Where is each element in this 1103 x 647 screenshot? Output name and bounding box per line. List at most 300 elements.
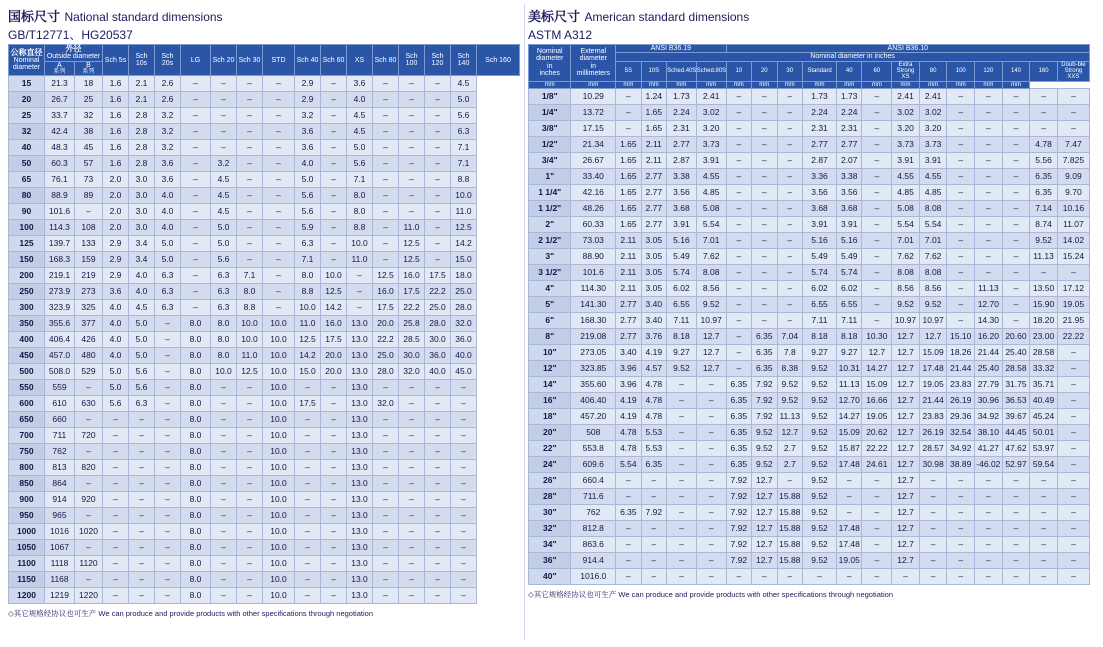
- data-cell: 17.5: [321, 332, 347, 348]
- data-cell: –: [373, 92, 399, 108]
- data-cell: 1219: [45, 588, 75, 604]
- table-row: [529, 536, 1090, 552]
- data-cell: 8.0: [295, 268, 321, 284]
- data-cell: –: [211, 412, 237, 428]
- data-cell: 7.47: [1057, 136, 1089, 152]
- table-row: [529, 360, 1090, 376]
- data-cell: 8.0: [181, 476, 211, 492]
- data-cell: 12.7: [892, 360, 920, 376]
- data-cell: –: [103, 492, 129, 508]
- data-cell: 8.0: [347, 188, 373, 204]
- data-cell: 17.5: [399, 284, 425, 300]
- national-standard-panel: [8, 0, 528, 619]
- data-cell: 9.70: [1057, 184, 1089, 200]
- data-cell: 38.10: [975, 424, 1003, 440]
- right-title-line2: [528, 26, 1098, 44]
- data-cell: –: [237, 76, 263, 92]
- row-label-cell: 1050: [9, 540, 45, 556]
- data-cell: 5.6: [295, 204, 321, 220]
- data-cell: 10.0: [347, 236, 373, 252]
- data-cell: –: [641, 488, 666, 504]
- data-cell: 6.3: [155, 268, 181, 284]
- row-label-cell: 1/8": [529, 88, 571, 104]
- data-cell: 7.11: [667, 312, 697, 328]
- row-label-cell: 200: [9, 268, 45, 284]
- data-cell: –: [425, 572, 451, 588]
- data-cell: 4.5: [451, 76, 477, 92]
- data-cell: 820: [75, 460, 103, 476]
- data-cell: 5.56: [1030, 152, 1058, 168]
- data-cell: 4.0: [129, 268, 155, 284]
- data-cell: 8.0: [181, 396, 211, 412]
- data-cell: 7.92: [641, 504, 666, 520]
- data-cell: –: [373, 188, 399, 204]
- data-cell: 11.13: [1030, 248, 1058, 264]
- data-cell: 18: [75, 76, 103, 92]
- data-cell: 5.0: [129, 332, 155, 348]
- data-cell: 6.02: [803, 280, 837, 296]
- data-cell: 10.97: [919, 312, 947, 328]
- data-cell: 7.01: [696, 232, 726, 248]
- data-cell: 8.0: [211, 316, 237, 332]
- data-cell: 7.92: [726, 520, 751, 536]
- data-cell: –: [975, 184, 1003, 200]
- data-cell: 4.19: [641, 344, 666, 360]
- data-cell: 16.0: [399, 268, 425, 284]
- data-cell: 2.0: [103, 204, 129, 220]
- data-cell: –: [1057, 440, 1089, 456]
- data-cell: –: [777, 312, 802, 328]
- data-cell: –: [947, 280, 975, 296]
- data-cell: 6.02: [667, 280, 697, 296]
- data-cell: –: [399, 476, 425, 492]
- data-cell: –: [295, 380, 321, 396]
- row-label-cell: 3/8": [529, 120, 571, 136]
- data-cell: 32.0: [399, 364, 425, 380]
- data-cell: 23.00: [1030, 328, 1058, 344]
- data-cell: –: [451, 396, 477, 412]
- data-cell: 10.0: [263, 588, 295, 604]
- data-cell: –: [373, 172, 399, 188]
- national-standard-table: [8, 44, 520, 604]
- data-cell: 1.6: [103, 156, 129, 172]
- data-cell: 4.5: [211, 204, 237, 220]
- data-cell: 2.24: [837, 104, 862, 120]
- data-cell: –: [321, 204, 347, 220]
- data-cell: 6.35: [726, 376, 751, 392]
- data-cell: 10.0: [237, 332, 263, 348]
- data-cell: –: [211, 444, 237, 460]
- data-cell: –: [399, 524, 425, 540]
- table-row: [529, 312, 1090, 328]
- data-cell: 42.4: [45, 124, 75, 140]
- data-cell: –: [373, 476, 399, 492]
- data-cell: –: [947, 504, 975, 520]
- data-cell: –: [321, 124, 347, 140]
- data-cell: 14.2: [451, 236, 477, 252]
- data-cell: 15.0: [451, 252, 477, 268]
- data-cell: –: [1002, 200, 1030, 216]
- data-cell: –: [1002, 280, 1030, 296]
- data-cell: –: [726, 120, 751, 136]
- data-cell: –: [667, 424, 697, 440]
- right-standard-code: ASTM A312: [528, 28, 593, 42]
- data-cell: 3.2: [155, 124, 181, 140]
- data-cell: –: [263, 188, 295, 204]
- row-label-cell: 1150: [9, 572, 45, 588]
- data-cell: –: [1057, 392, 1089, 408]
- row-label-cell: 1200: [9, 588, 45, 604]
- data-cell: 2.77: [641, 168, 666, 184]
- data-cell: 8.8: [237, 300, 263, 316]
- data-cell: 3.68: [837, 200, 862, 216]
- data-cell: 4.85: [919, 184, 947, 200]
- data-cell: –: [1057, 472, 1089, 488]
- data-cell: –: [425, 124, 451, 140]
- data-cell: –: [616, 104, 641, 120]
- data-cell: 219.1: [45, 268, 75, 284]
- data-cell: –: [667, 520, 697, 536]
- table-row: [9, 188, 520, 204]
- data-cell: –: [103, 572, 129, 588]
- data-cell: 4.5: [211, 172, 237, 188]
- data-cell: –: [667, 408, 697, 424]
- data-cell: –: [975, 200, 1003, 216]
- data-cell: 17.15: [571, 120, 616, 136]
- data-cell: 13.72: [571, 104, 616, 120]
- data-cell: –: [321, 252, 347, 268]
- data-cell: 2.1: [129, 76, 155, 92]
- data-cell: 20.0: [321, 348, 347, 364]
- data-cell: 12.70: [837, 392, 862, 408]
- row-label-cell: 40: [9, 140, 45, 156]
- data-cell: –: [726, 344, 751, 360]
- data-cell: –: [425, 204, 451, 220]
- data-cell: 32.54: [947, 424, 975, 440]
- data-cell: –: [862, 104, 892, 120]
- data-cell: 8.0: [181, 588, 211, 604]
- data-cell: –: [975, 520, 1003, 536]
- data-cell: 13.0: [347, 556, 373, 572]
- data-cell: –: [425, 540, 451, 556]
- data-cell: 8.0: [181, 412, 211, 428]
- data-cell: 73: [75, 172, 103, 188]
- right-subcol-header: Extra Strong XS: [892, 61, 920, 81]
- data-cell: 9.09: [1057, 168, 1089, 184]
- data-cell: 40.49: [1030, 392, 1058, 408]
- data-cell: 17.5: [425, 268, 451, 284]
- data-cell: 30.0: [425, 332, 451, 348]
- data-cell: 3.96: [616, 376, 641, 392]
- data-cell: –: [263, 92, 295, 108]
- data-cell: 4.5: [347, 124, 373, 140]
- data-cell: 8.18: [803, 328, 837, 344]
- american-standard-table: [528, 44, 1090, 585]
- data-cell: 8.08: [892, 264, 920, 280]
- data-cell: 101.6: [571, 264, 616, 280]
- data-cell: –: [1002, 232, 1030, 248]
- data-cell: –: [1002, 168, 1030, 184]
- data-cell: –: [237, 140, 263, 156]
- data-cell: –: [129, 572, 155, 588]
- data-cell: 59.54: [1030, 456, 1058, 472]
- data-cell: 9.52: [892, 296, 920, 312]
- data-cell: –: [181, 76, 211, 92]
- data-cell: 25: [75, 92, 103, 108]
- data-cell: 168.30: [571, 312, 616, 328]
- data-cell: –: [752, 568, 777, 584]
- data-cell: –: [1057, 520, 1089, 536]
- data-cell: 48.26: [571, 200, 616, 216]
- data-cell: 101.6: [45, 204, 75, 220]
- data-cell: 8.0: [181, 492, 211, 508]
- data-cell: 11.0: [399, 220, 425, 236]
- data-cell: 20.62: [862, 424, 892, 440]
- left-note-cn: ◇其它规格经协议也可生产: [8, 609, 97, 619]
- data-cell: 4.0: [103, 348, 129, 364]
- table-row: [9, 108, 520, 124]
- data-cell: 16.66: [862, 392, 892, 408]
- data-cell: 5.54: [616, 456, 641, 472]
- data-cell: –: [1057, 376, 1089, 392]
- data-cell: –: [947, 264, 975, 280]
- data-cell: –: [129, 412, 155, 428]
- data-cell: 5.74: [667, 264, 697, 280]
- data-cell: 2.7: [777, 440, 802, 456]
- row-label-cell: 1000: [9, 524, 45, 540]
- data-cell: 17.12: [1057, 280, 1089, 296]
- data-cell: –: [451, 412, 477, 428]
- data-cell: 15.09: [837, 424, 862, 440]
- data-cell: 3.6: [103, 284, 129, 300]
- data-cell: –: [237, 428, 263, 444]
- data-cell: –: [181, 300, 211, 316]
- data-cell: –: [975, 552, 1003, 568]
- data-cell: –: [726, 248, 751, 264]
- data-cell: –: [155, 444, 181, 460]
- data-cell: 12.70: [975, 296, 1003, 312]
- data-cell: 40.0: [425, 364, 451, 380]
- data-cell: 8.0: [211, 332, 237, 348]
- data-cell: 3.38: [837, 168, 862, 184]
- data-cell: –: [425, 252, 451, 268]
- data-cell: 8.0: [347, 204, 373, 220]
- data-cell: –: [425, 92, 451, 108]
- data-cell: 2.9: [103, 268, 129, 284]
- data-cell: –: [752, 120, 777, 136]
- right-title-line1: [528, 6, 1098, 26]
- data-cell: –: [616, 488, 641, 504]
- left-th-series-b: B 系列: [75, 61, 103, 76]
- data-cell: 32.0: [373, 396, 399, 412]
- data-cell: 30.0: [399, 348, 425, 364]
- data-cell: –: [752, 248, 777, 264]
- data-cell: –: [237, 220, 263, 236]
- data-cell: –: [862, 472, 892, 488]
- left-table-head: [9, 45, 520, 76]
- data-cell: –: [726, 168, 751, 184]
- data-cell: 141.30: [571, 296, 616, 312]
- data-cell: 6.35: [1030, 184, 1058, 200]
- row-label-cell: 3/4": [529, 152, 571, 168]
- row-label-cell: 700: [9, 428, 45, 444]
- row-label-cell: 6": [529, 312, 571, 328]
- data-cell: –: [975, 120, 1003, 136]
- data-cell: 26.7: [45, 92, 75, 108]
- data-cell: 19.05: [1057, 296, 1089, 312]
- data-cell: –: [211, 124, 237, 140]
- data-cell: –: [947, 568, 975, 584]
- data-cell: –: [777, 264, 802, 280]
- data-cell: 12.7: [892, 408, 920, 424]
- data-cell: –: [1057, 360, 1089, 376]
- data-cell: 10.0: [321, 268, 347, 284]
- data-cell: –: [295, 588, 321, 604]
- data-cell: 457.20: [571, 408, 616, 424]
- data-cell: –: [211, 572, 237, 588]
- data-cell: 762: [571, 504, 616, 520]
- data-cell: 30.98: [919, 456, 947, 472]
- row-label-cell: 350: [9, 316, 45, 332]
- data-cell: 13.0: [347, 444, 373, 460]
- data-cell: 3.36: [803, 168, 837, 184]
- data-cell: 610: [45, 396, 75, 412]
- row-label-cell: 12": [529, 360, 571, 376]
- data-cell: 16.0: [321, 316, 347, 332]
- data-cell: 19.05: [837, 552, 862, 568]
- data-cell: –: [616, 472, 641, 488]
- data-cell: –: [263, 156, 295, 172]
- data-cell: 168.3: [45, 252, 75, 268]
- data-cell: –: [752, 296, 777, 312]
- data-cell: 88.9: [45, 188, 75, 204]
- data-cell: –: [321, 92, 347, 108]
- table-row: [9, 476, 520, 492]
- data-cell: –: [975, 88, 1003, 104]
- data-cell: –: [641, 552, 666, 568]
- data-cell: 5.49: [803, 248, 837, 264]
- data-cell: 12.7: [696, 344, 726, 360]
- data-cell: –: [1002, 216, 1030, 232]
- left-th-sch40: Sch 40: [295, 45, 321, 76]
- data-cell: 12.7: [777, 424, 802, 440]
- data-cell: –: [373, 460, 399, 476]
- data-cell: –: [103, 412, 129, 428]
- data-cell: 22.2: [425, 284, 451, 300]
- data-cell: 26.19: [919, 424, 947, 440]
- data-cell: –: [451, 476, 477, 492]
- data-cell: –: [295, 476, 321, 492]
- data-cell: 9.52: [777, 376, 802, 392]
- data-cell: 15.09: [919, 344, 947, 360]
- data-cell: 219.08: [571, 328, 616, 344]
- data-cell: 5.0: [211, 236, 237, 252]
- data-cell: 19.05: [919, 376, 947, 392]
- right-subcol-header: 40: [837, 61, 862, 81]
- data-cell: 60.3: [45, 156, 75, 172]
- data-cell: –: [263, 124, 295, 140]
- data-cell: –: [616, 552, 641, 568]
- data-cell: –: [181, 92, 211, 108]
- data-cell: 1.65: [641, 120, 666, 136]
- data-cell: 2.87: [803, 152, 837, 168]
- data-cell: 17.48: [919, 360, 947, 376]
- data-cell: 8.08: [696, 264, 726, 280]
- row-label-cell: 750: [9, 444, 45, 460]
- data-cell: 8.0: [181, 348, 211, 364]
- data-cell: –: [1030, 264, 1058, 280]
- table-row: [529, 424, 1090, 440]
- data-cell: 3.05: [641, 232, 666, 248]
- data-cell: –: [425, 396, 451, 412]
- data-cell: 2.77: [667, 136, 697, 152]
- data-cell: 25.40: [975, 360, 1003, 376]
- data-cell: 9.52: [803, 408, 837, 424]
- row-label-cell: 8": [529, 328, 571, 344]
- data-cell: 4.0: [155, 220, 181, 236]
- data-cell: –: [837, 504, 862, 520]
- table-row: [529, 248, 1090, 264]
- row-label-cell: 4": [529, 280, 571, 296]
- data-cell: –: [425, 492, 451, 508]
- table-row: [529, 568, 1090, 584]
- data-cell: 4.0: [129, 284, 155, 300]
- data-cell: 36.0: [425, 348, 451, 364]
- left-th-nominal: 公称直径 Nominal diameter: [9, 45, 45, 76]
- data-cell: 3.02: [919, 104, 947, 120]
- data-cell: 10.0: [263, 428, 295, 444]
- right-unit-header: mm: [862, 81, 892, 88]
- data-cell: 28.58: [1030, 344, 1058, 360]
- data-cell: 2.41: [696, 88, 726, 104]
- data-cell: –: [321, 380, 347, 396]
- row-label-cell: 125: [9, 236, 45, 252]
- data-cell: –: [726, 200, 751, 216]
- data-cell: 29.36: [947, 408, 975, 424]
- data-cell: 10.0: [263, 540, 295, 556]
- data-cell: 8.0: [181, 508, 211, 524]
- data-cell: –: [862, 248, 892, 264]
- data-cell: –: [1030, 88, 1058, 104]
- data-cell: –: [425, 460, 451, 476]
- data-cell: –: [1030, 104, 1058, 120]
- data-cell: 2.11: [616, 264, 641, 280]
- data-cell: –: [237, 396, 263, 412]
- table-row: [9, 460, 520, 476]
- data-cell: 12.7: [892, 536, 920, 552]
- data-cell: –: [777, 472, 802, 488]
- data-cell: –: [155, 524, 181, 540]
- data-cell: 9.52: [752, 456, 777, 472]
- data-cell: –: [399, 492, 425, 508]
- data-cell: 6.55: [837, 296, 862, 312]
- data-cell: 3.4: [129, 236, 155, 252]
- data-cell: –: [295, 428, 321, 444]
- data-cell: –: [295, 540, 321, 556]
- data-cell: 2.9: [295, 92, 321, 108]
- data-cell: –: [399, 556, 425, 572]
- data-cell: 6.3: [211, 284, 237, 300]
- data-cell: 3.0: [129, 220, 155, 236]
- data-cell: 6.35: [641, 456, 666, 472]
- data-cell: 3.40: [641, 312, 666, 328]
- data-cell: 6.35: [752, 344, 777, 360]
- table-row: [529, 88, 1090, 104]
- data-cell: 3.6: [155, 156, 181, 172]
- right-th-ansi-b3610: ANSI B36.10: [726, 45, 1089, 53]
- table-row: [529, 488, 1090, 504]
- data-cell: 5.0: [451, 92, 477, 108]
